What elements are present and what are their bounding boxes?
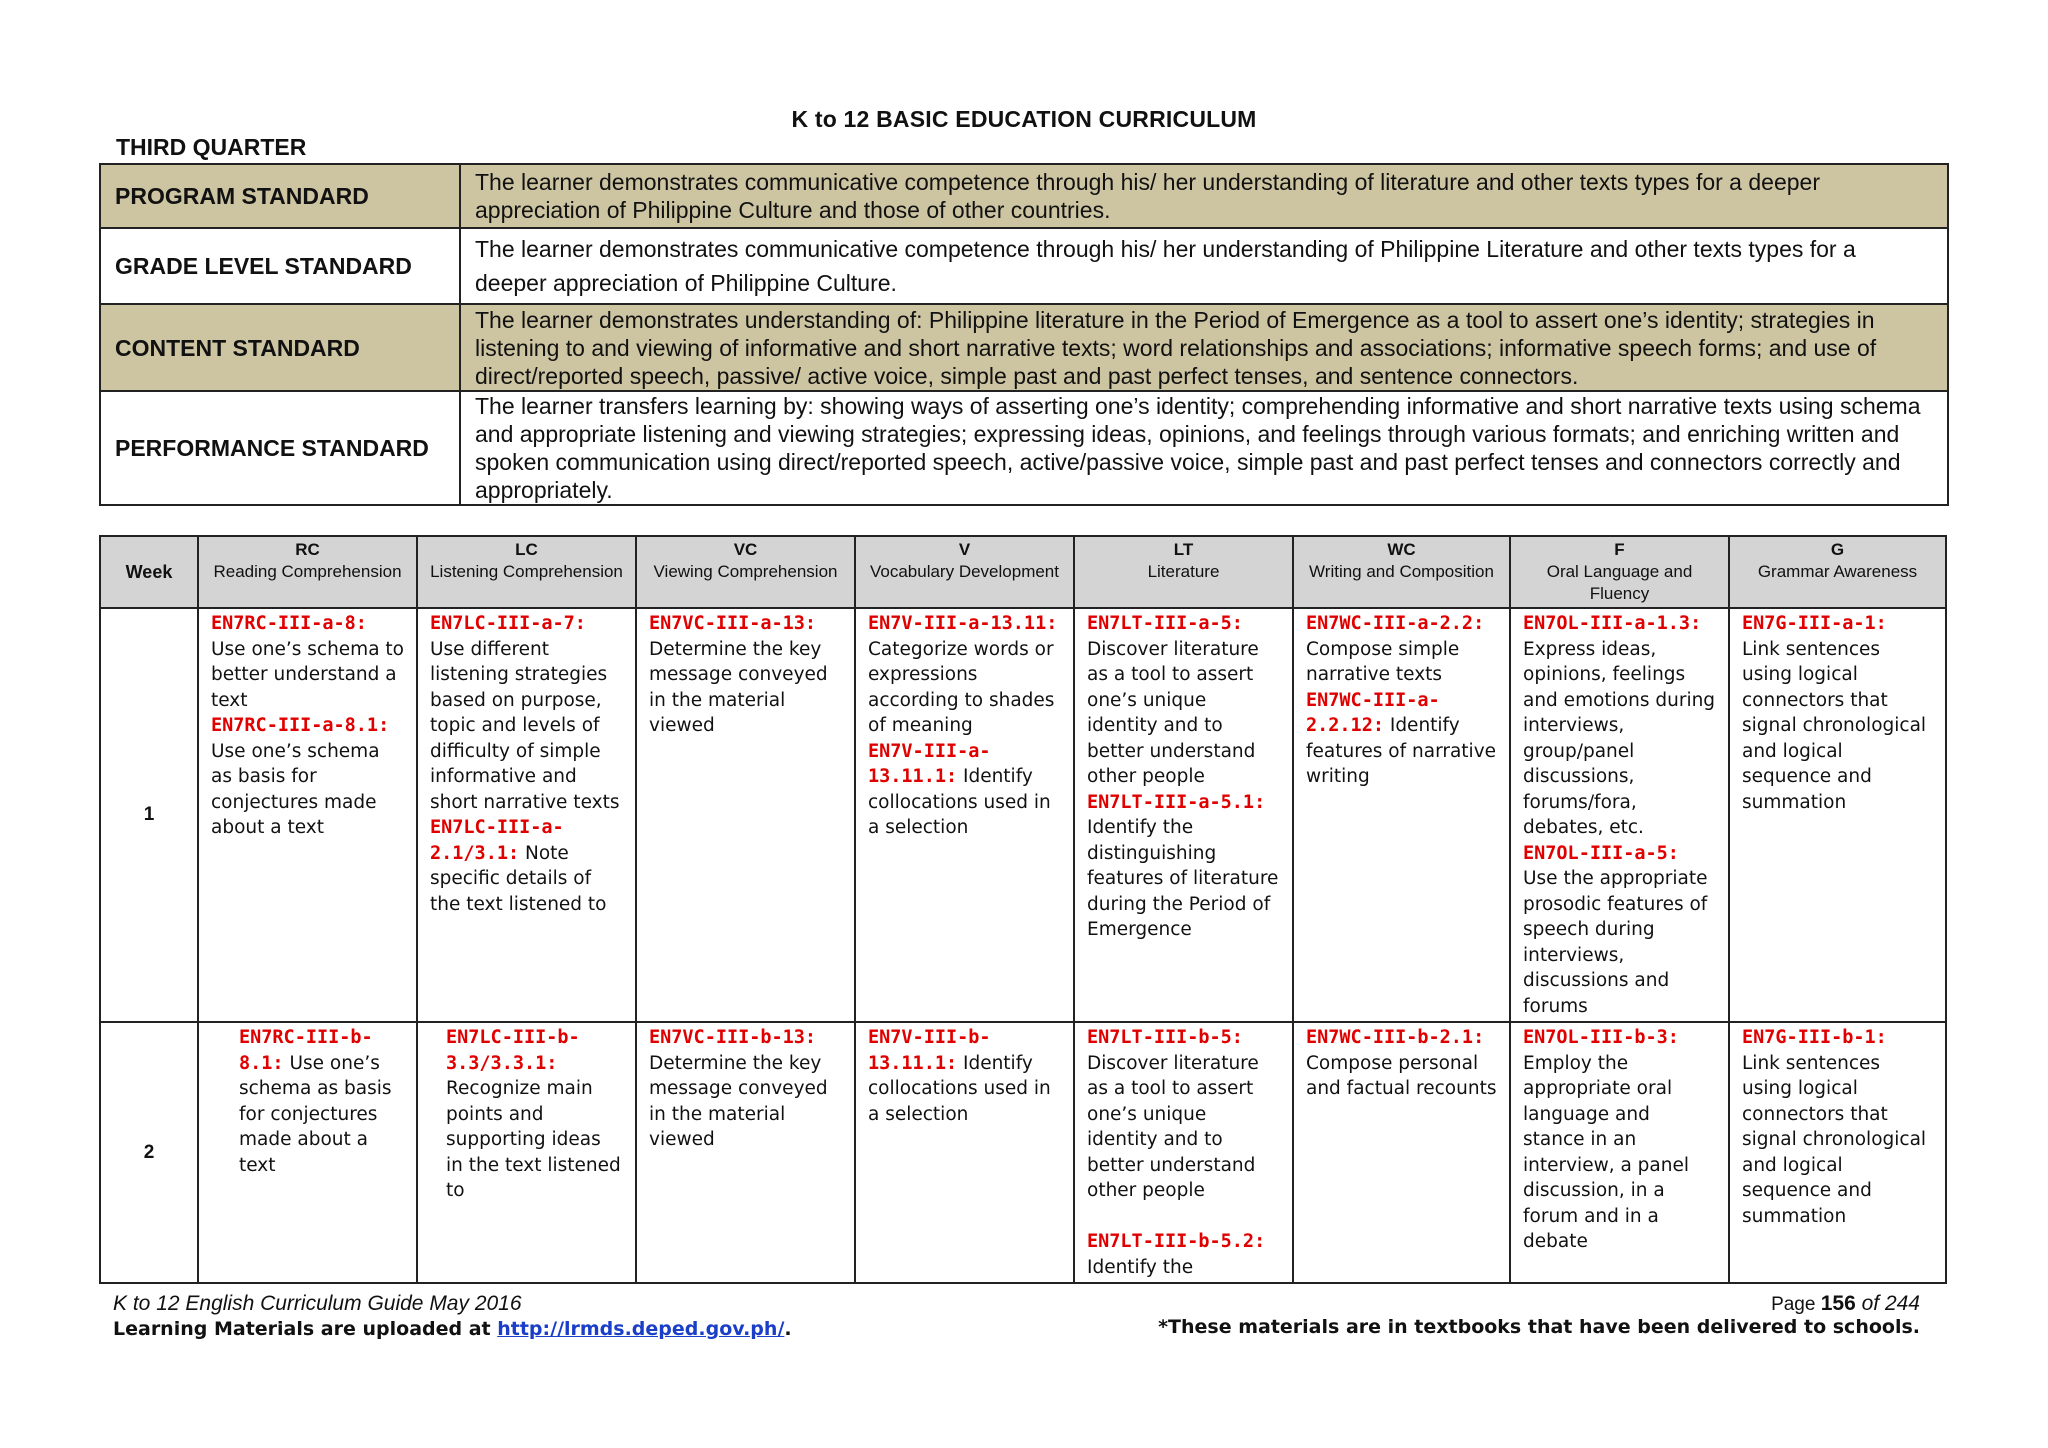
column-header-g (1729, 536, 1946, 608)
page-indicator (1771, 1292, 1920, 1316)
page-title: K to 12 BASIC EDUCATION CURRICULUM (791, 106, 1257, 132)
competency-text: Use one’s schema as basis for conjectures made about a text (211, 740, 380, 838)
competency-code: EN7VC-III-a-13: (649, 613, 817, 634)
competency-cell (855, 1022, 1074, 1283)
competency-cell (855, 608, 1074, 1022)
competency-text: Recognize main points and supporting ideas in the text listened to (446, 1078, 621, 1201)
table-row (100, 1022, 1946, 1283)
column-header-wc (1293, 536, 1510, 608)
column-name: Vocabulary Development (869, 562, 1059, 581)
column-header-lt (1074, 536, 1293, 608)
competency-text: Identify collocations used in a selection (868, 766, 1051, 838)
competency-cell (1293, 1022, 1510, 1283)
competency-code: EN7LT-III-b-5: (1087, 1027, 1243, 1048)
guide-footer: K to 12 English Curriculum Guide May 2016 (113, 1292, 522, 1315)
competency-cell (417, 1022, 636, 1283)
column-header-f (1510, 536, 1729, 608)
column-header-v (855, 536, 1074, 608)
competency-code: EN7V-III-a-13.11: (868, 613, 1058, 634)
competency-code: EN7LC-III-a-2.1/3.1: (430, 817, 564, 864)
standard-text: The learner demonstrates communicative competence through his/ her understanding of Philippine Literature and other texts types for a deeper appreciation of Philippine Culture. (460, 228, 1948, 304)
standard-label: PROGRAM STANDARD (100, 164, 460, 228)
week-number: 1 (100, 608, 198, 1022)
competency-code: EN7LT-III-b-5.2: (1087, 1231, 1266, 1252)
column-code: G (1830, 540, 1845, 559)
page-word: Page (1771, 1294, 1821, 1315)
page-total: of 244 (1855, 1292, 1920, 1315)
competency-cell (417, 608, 636, 1022)
competency-code: EN7WC-III-a-2.2: (1306, 613, 1485, 634)
column-code: RC (295, 540, 320, 559)
standard-text: The learner demonstrates communicative competence through his/ her understanding of literature and other texts types for a deeper appreciation of Philippine Culture and those of other countries. (460, 164, 1948, 228)
competency-cell (636, 1022, 855, 1283)
standard-label: PERFORMANCE STANDARD (100, 391, 460, 505)
competency-code: EN7WC-III-a-2.2.12: (1306, 689, 1440, 736)
column-name: Reading Comprehension (213, 562, 402, 581)
competency-code: EN7WC-III-b-2.1: (1306, 1027, 1485, 1048)
page-number: 156 (1820, 1292, 1856, 1315)
competency-cell (1729, 608, 1946, 1022)
competency-cell (636, 608, 855, 1022)
column-name: Literature (1147, 562, 1220, 581)
competency-code: EN7OL-III-a-1.3: (1523, 613, 1702, 634)
competency-text: Determine the key message conveyed in the material viewed (649, 638, 828, 736)
upload-text: Learning Materials are uploaded at (113, 1318, 498, 1340)
week-number: 2 (100, 1022, 198, 1283)
competency-code: EN7V-III-b-13.11.1: (868, 1027, 991, 1074)
table-row (100, 608, 1946, 1022)
standard-row (100, 228, 1948, 304)
competency-cell (1074, 608, 1293, 1022)
competency-text: Identify the (1087, 1256, 1194, 1278)
competency-code: EN7G-III-a-1: (1742, 613, 1887, 634)
column-header-vc (636, 536, 855, 608)
week-header: Week (100, 536, 198, 608)
competency-code: EN7RC-III-a-8.1: (211, 715, 390, 736)
table-header-row (100, 536, 1946, 608)
standard-text: The learner transfers learning by: showing ways of asserting one’s identity; comprehending informative and short narrative texts using schema and appropriate listening and viewing strategies; expressing ideas, opinions, and feelings through various formats; and enriching written and spoken communication using direct/reported speech, active/passive voice, simple past and past perfect tenses and connectors correctly and appropriately. (460, 391, 1948, 505)
textbook-note: *These materials are in textbooks that have been delivered to schools. (1158, 1316, 1920, 1338)
competency-code: EN7LT-III-a-5: (1087, 613, 1243, 634)
competency-text: Note specific details of the text listened to (430, 842, 607, 915)
lrmds-link[interactable]: http://lrmds.deped.gov.ph/ (497, 1318, 785, 1340)
competency-text: Identify collocations used in a selection (868, 1052, 1051, 1125)
competency-text: Categorize words or expressions according to shades of meaning (868, 638, 1055, 736)
competency-cell (198, 1022, 417, 1283)
competency-text: Use the appropriate prosodic features of speech during interviews, discussions and forums (1523, 868, 1708, 1017)
column-header-lc (417, 536, 636, 608)
competency-code: EN7V-III-a-13.11.1: (868, 740, 991, 787)
competency-code: EN7OL-III-a-5: (1523, 842, 1679, 864)
competency-text: Employ the appropriate oral language and stance in an interview, a panel discussion, in a forum and in a debate (1523, 1052, 1690, 1252)
competency-text: Compose simple narrative texts (1306, 638, 1460, 685)
competency-code: EN7VC-III-b-13: (649, 1027, 817, 1048)
upload-note (113, 1318, 792, 1340)
competency-code: EN7OL-III-b-3: (1523, 1027, 1679, 1048)
competency-text: Identify the distinguishing features of literature during the Period of Emergence (1087, 817, 1279, 940)
standards-table (99, 163, 1949, 506)
competency-code: EN7RC-III-b-8.1: (239, 1027, 373, 1074)
quarter-label: THIRD QUARTER (116, 134, 307, 160)
competency-text: Use one’s schema as basis for conjectures made about a text (239, 1052, 392, 1176)
column-code: V (958, 540, 971, 559)
standard-label: CONTENT STANDARD (100, 304, 460, 391)
standard-label: GRADE LEVEL STANDARD (100, 228, 460, 304)
column-code: LT (1173, 540, 1194, 559)
competency-text: Identify features of narrative writing (1306, 715, 1497, 787)
standard-text: The learner demonstrates understanding of: Philippine literature in the Period of Emergence as a tool to assert one’s identity; strategies in listening to and viewing of informative and short narrative texts; word relationships and associations; informative speech forms; and use of direct/reported speech, passive/ active voice, simple past and past perfect tenses, and sentence connectors. (460, 304, 1948, 391)
competency-cell (198, 608, 417, 1022)
column-code: VC (733, 540, 758, 559)
competency-code: EN7RC-III-a-8: (211, 613, 367, 634)
competency-code: EN7LT-III-a-5.1: (1087, 791, 1266, 813)
column-name: Listening Comprehension (430, 562, 623, 581)
standard-row (100, 304, 1948, 391)
competency-text: Discover literature as a tool to assert one’s unique identity and to better understand other people (1087, 638, 1259, 787)
competency-text: Express ideas, opinions, feelings and emotions during interviews, group/panel discussions, forums/fora, debates, etc. (1523, 638, 1716, 838)
competency-cell (1074, 1022, 1293, 1283)
competency-text: Use different listening strategies based on purpose, topic and levels of difficulty of simple informative and short narrative texts (430, 638, 620, 813)
competency-cell (1510, 1022, 1729, 1283)
competency-cell (1729, 1022, 1946, 1283)
competency-text: Discover literature as a tool to assert one’s unique identity and to better understand other people (1087, 1052, 1259, 1201)
column-header-rc (198, 536, 417, 608)
competency-code: EN7G-III-b-1: (1742, 1027, 1887, 1048)
competency-code: EN7LC-III-a-7: (430, 613, 586, 634)
column-code: F (1614, 540, 1625, 559)
competency-table (99, 535, 1947, 1284)
column-name: Oral Language and Fluency (1546, 562, 1693, 603)
competency-code: EN7LC-III-b-3.3/3.3.1: (446, 1027, 580, 1074)
competency-text: Compose personal and factual recounts (1306, 1052, 1497, 1099)
standard-row (100, 164, 1948, 228)
competency-text: Link sentences using logical connectors that signal chronological and logical sequence and summation (1742, 638, 1927, 813)
competency-cell (1510, 608, 1729, 1022)
upload-end: . (784, 1318, 792, 1340)
column-name: Grammar Awareness (1757, 562, 1918, 581)
competency-cell (1293, 608, 1510, 1022)
competency-text: Link sentences using logical connectors that signal chronological and logical sequence and summation (1742, 1052, 1927, 1227)
competency-text: Determine the key message conveyed in the material viewed (649, 1052, 828, 1150)
column-code: WC (1387, 540, 1416, 559)
competency-text: Use one’s schema to better understand a text (211, 638, 404, 711)
standard-row (100, 391, 1948, 505)
column-code: LC (515, 540, 538, 559)
column-name: Writing and Composition (1309, 562, 1494, 581)
column-name: Viewing Comprehension (653, 562, 838, 581)
